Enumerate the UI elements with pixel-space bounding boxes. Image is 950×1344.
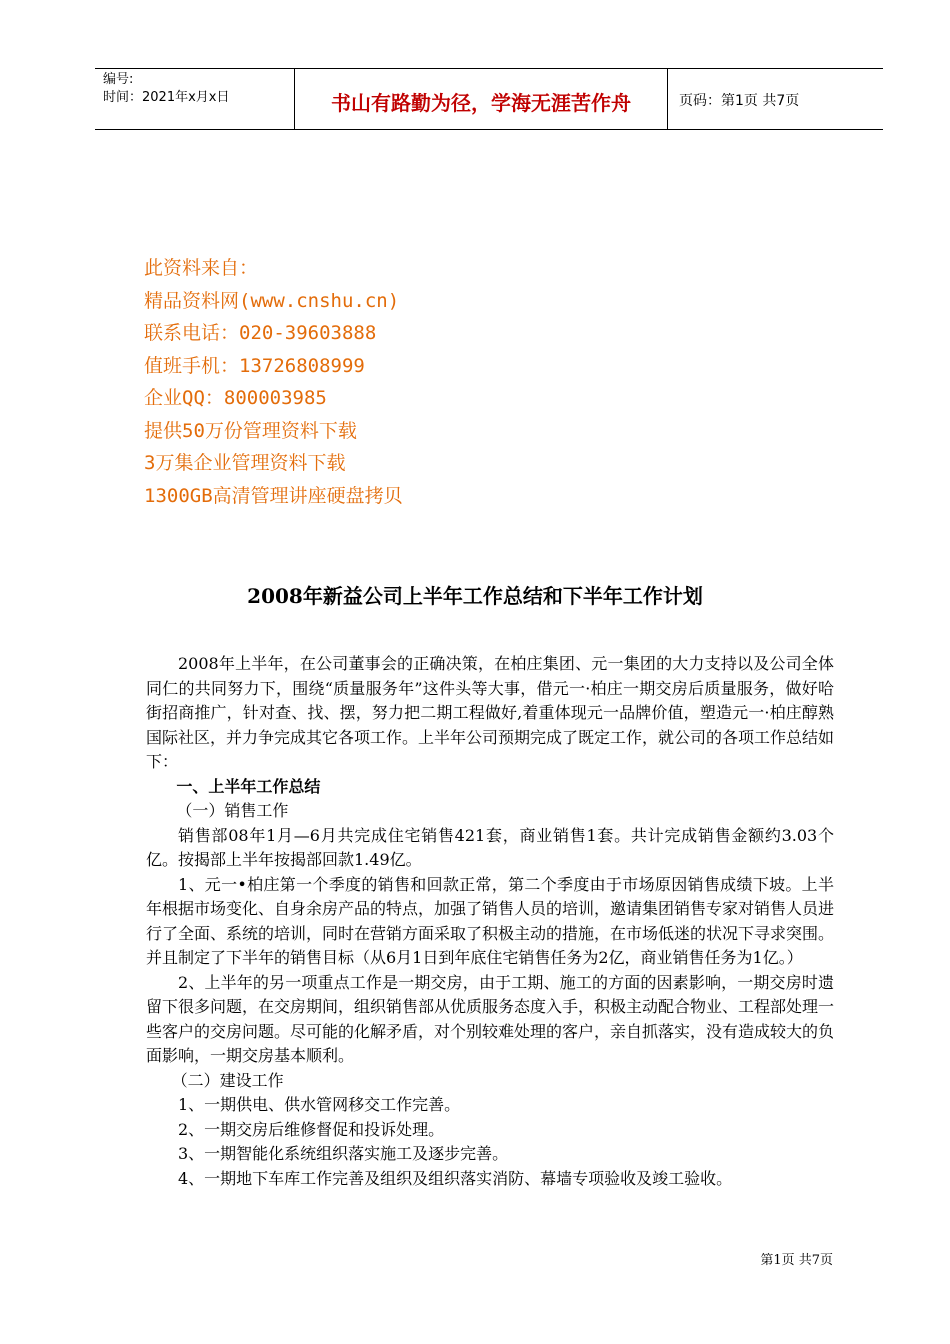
header-page-info: 页码：第1页 共7页 (679, 93, 800, 109)
source-line: 精品资料网(www.cnshu.cn) (144, 289, 400, 312)
time-label: 时间：2021年x月x日 (103, 90, 230, 105)
source-line: 此资料来自： (144, 257, 259, 279)
subsection-heading: （一）销售工作 (176, 801, 289, 820)
sales-summary-paragraph: 销售部08年1月—6月共完成住宅销售421套，商业销售1套。共计完成销售金额约3.03个亿。按揭部上半年按揭部回款1.49亿。 (146, 825, 834, 869)
document-body (146, 652, 834, 1191)
source-line: 值班手机：13726808999 (144, 354, 365, 377)
source-info-block (144, 252, 403, 512)
header-meta (103, 71, 229, 107)
header-divider (667, 69, 668, 129)
intro-paragraph: 2008年上半年，在公司董事会的正确决策，在柏庄集团、元一集团的大力支持以及公司全体同仁的共同努力下，围绕“质量服务年”这件头等大事，借元一·柏庄一期交房后质量服务，做好哈街招商推广，针对查、找、摆，努力把二期工程做好,着重体现元一品牌价值，塑造元一·柏庄醇熟国际社区，并力争完成其它各项工作。上半年公司预期完成了既定工作，就公司的各项工作总结如下： (146, 654, 835, 771)
source-line: 1300GB高清管理讲座硬盘拷贝 (144, 484, 403, 507)
page-header (95, 68, 883, 130)
source-line: 企业QQ：800003985 (144, 387, 327, 409)
page-footer: 第1页 共7页 (760, 1253, 833, 1268)
build-item: 3、一期智能化系统组织落实施工及逐步完善。 (178, 1144, 509, 1163)
subsection-heading: （二）建设工作 (171, 1070, 284, 1090)
source-line: 联系电话：020-39603888 (144, 322, 377, 344)
section-heading: 一、上半年工作总结 (176, 776, 321, 796)
number-label: 编号: (103, 72, 134, 87)
document-title: 2008年新益公司上半年工作总结和下半年工作计划 (247, 584, 703, 608)
build-item: 2、一期交房后维修督促和投诉处理。 (178, 1119, 445, 1139)
header-motto: 书山有路勤为径，学海无涯苦作舟 (331, 91, 631, 115)
sales-item-paragraph: 2、上半年的另一项重点工作是一期交房，由于工期、施工的方面的因素影响，一期交房时遗留下很多问题，在交房期间，组织销售部从优质服务态度入手，积极主动配合物业、工程部处理一些客户的交房问题。尽可能的化解矛盾，对个别较难处理的客户，亲自抓落实，没有造成较大的负面影响，一期交房基本顺利。 (146, 972, 835, 1065)
source-line: 3万集企业管理资料下载 (144, 452, 346, 474)
sales-item-paragraph: 1、元一•柏庄第一个季度的销售和回款正常，第二个季度由于市场原因销售成绩下坡。上半年根据市场变化、自身余房产品的特点，加强了销售人员的培训，邀请集团销售专家对销售人员进行了全面、系统的培训，同时在营销方面采取了积极主动的措施，在市场低迷的状况下寻求突围。并且制定了下半年的销售目标（从6月1日到年底住宅销售任务为2亿，商业销售任务为1亿。） (146, 874, 835, 967)
source-line: 提供50万份管理资料下载 (144, 419, 357, 442)
build-item: 1、一期供电、供水管网移交工作完善。 (178, 1095, 461, 1114)
build-item: 4、一期地下车库工作完善及组织及组织落实消防、幕墙专项验收及竣工验收。 (178, 1168, 733, 1188)
